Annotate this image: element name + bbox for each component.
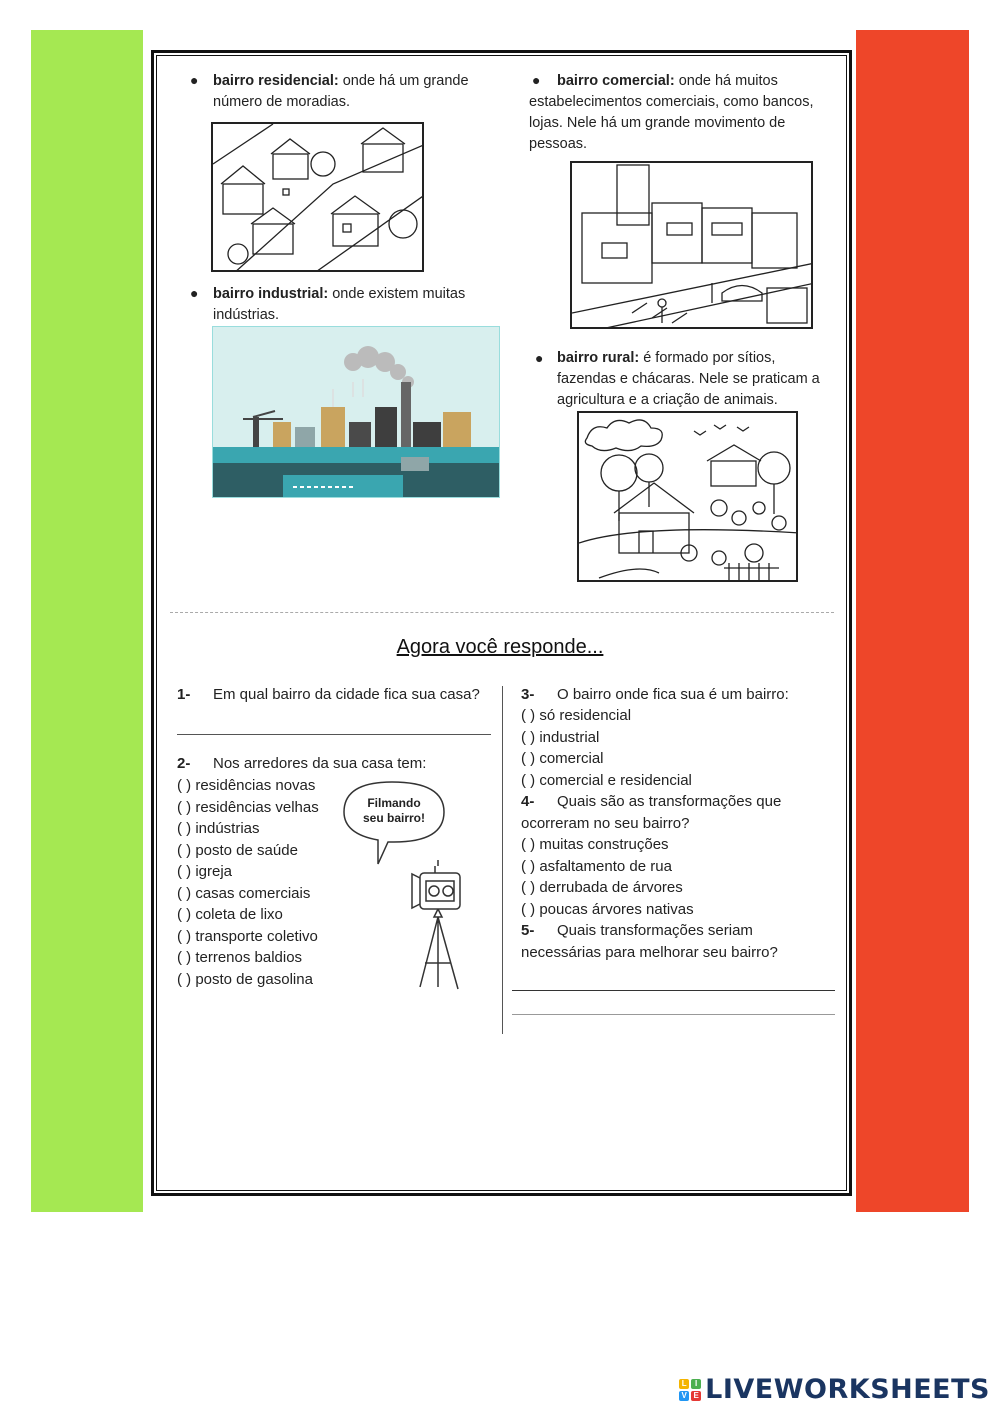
question-4 [521,791,841,834]
option-q2[interactable]: ( ) residências velhas [177,798,319,816]
option-q2[interactable]: ( ) transporte coletivo [177,927,318,945]
def-comercial-cont: estabelecimentos comerciais, como bancos, lojas. Nele há um grande movimento de pessoas. [529,94,814,152]
question-4-number: 4- [521,793,535,810]
question-5-text: Quais transformações seriam [557,922,753,939]
option-q2[interactable]: ( ) casas comerciais [177,884,311,902]
question-4-text-cont: ocorreram no seu bairro? [521,814,690,832]
option-q4[interactable]: ( ) poucas árvores nativas [521,900,694,918]
option-q3[interactable]: ( ) comercial [521,750,604,767]
bullet-dot: ● [190,72,199,88]
option-q2[interactable]: ( ) terrenos baldios [177,949,303,966]
question-2-options [177,775,319,990]
column-divider [502,686,503,1034]
question-3 [521,684,841,706]
question-1 [177,684,507,706]
heading-wrapper [0,636,1000,659]
option-q2[interactable]: ( ) posto de saúde [177,841,298,859]
bullet-dot: ● [190,285,199,301]
logo-tile: I [691,1379,701,1389]
option-q4[interactable]: ( ) derrubada de árvores [521,879,683,896]
heading-title: Agora você responde... [396,636,604,658]
question-3-options [521,705,692,791]
option-q2[interactable]: ( ) indústrias [177,820,260,837]
option-q3[interactable]: ( ) industrial [521,728,600,746]
logo-tile: L [679,1379,689,1389]
def-rural: bairro rural: é formado por sítios, fazendas e chácaras. Nele se praticam a agricultura e a criação de animais. [557,350,820,408]
answer-line-q5-second[interactable] [512,1014,835,1015]
question-5-number: 5- [521,922,535,939]
answer-line-q5[interactable] [512,990,835,991]
question-2-text: Nos arredores da sua casa tem: [213,755,427,772]
def-comercial: bairro comercial: onde há muitos [557,73,778,89]
speech-bubble-text: Filmando seu bairro! [362,796,425,825]
bullet-dot: ● [535,350,544,366]
option-q3[interactable]: ( ) só residencial [521,707,632,724]
logo-tiles-icon [679,1379,701,1401]
industrial-illustration [212,326,500,498]
option-q2[interactable]: ( ) residências novas [177,777,316,794]
right-red-bar [856,30,969,1212]
question-2-number: 2- [177,755,191,772]
bullet-dot: ● [532,72,541,88]
option-q4[interactable]: ( ) muitas construções [521,836,669,853]
question-1-text: Em qual bairro da cidade fica sua casa? [213,686,480,703]
question-3-number: 3- [521,686,535,703]
left-green-bar [31,30,143,1212]
question-5 [521,920,841,963]
liveworksheets-logo [679,1374,990,1405]
option-q2[interactable]: ( ) igreja [177,863,233,880]
question-4-text: Quais são as transformações que [557,793,782,810]
question-4-options [521,834,694,920]
def-residencial: bairro residencial: onde há um grande número de moradias. [213,73,469,110]
logo-tile: E [691,1391,701,1401]
option-q2[interactable]: ( ) posto de gasolina [177,970,313,988]
question-2 [177,753,507,775]
section-divider [170,612,834,613]
logo-text: LIVEWORKSHEETS [705,1374,990,1405]
question-1-number: 1- [177,686,191,703]
question-3-text: O bairro onde fica sua é um bairro: [557,686,789,703]
option-q4[interactable]: ( ) asfaltamento de rua [521,857,672,875]
def-industrial: bairro industrial: onde existem muitas indústrias. [213,286,466,323]
question-5-text-cont: necessárias para melhorar seu bairro? [521,943,778,961]
answer-line-q1[interactable] [177,734,491,735]
option-q3[interactable]: ( ) comercial e residencial [521,771,692,789]
logo-tile: V [679,1391,689,1401]
option-q2[interactable]: ( ) coleta de lixo [177,906,283,923]
residential-illustration [211,122,424,272]
rural-illustration [577,411,798,582]
commercial-illustration [570,161,813,329]
